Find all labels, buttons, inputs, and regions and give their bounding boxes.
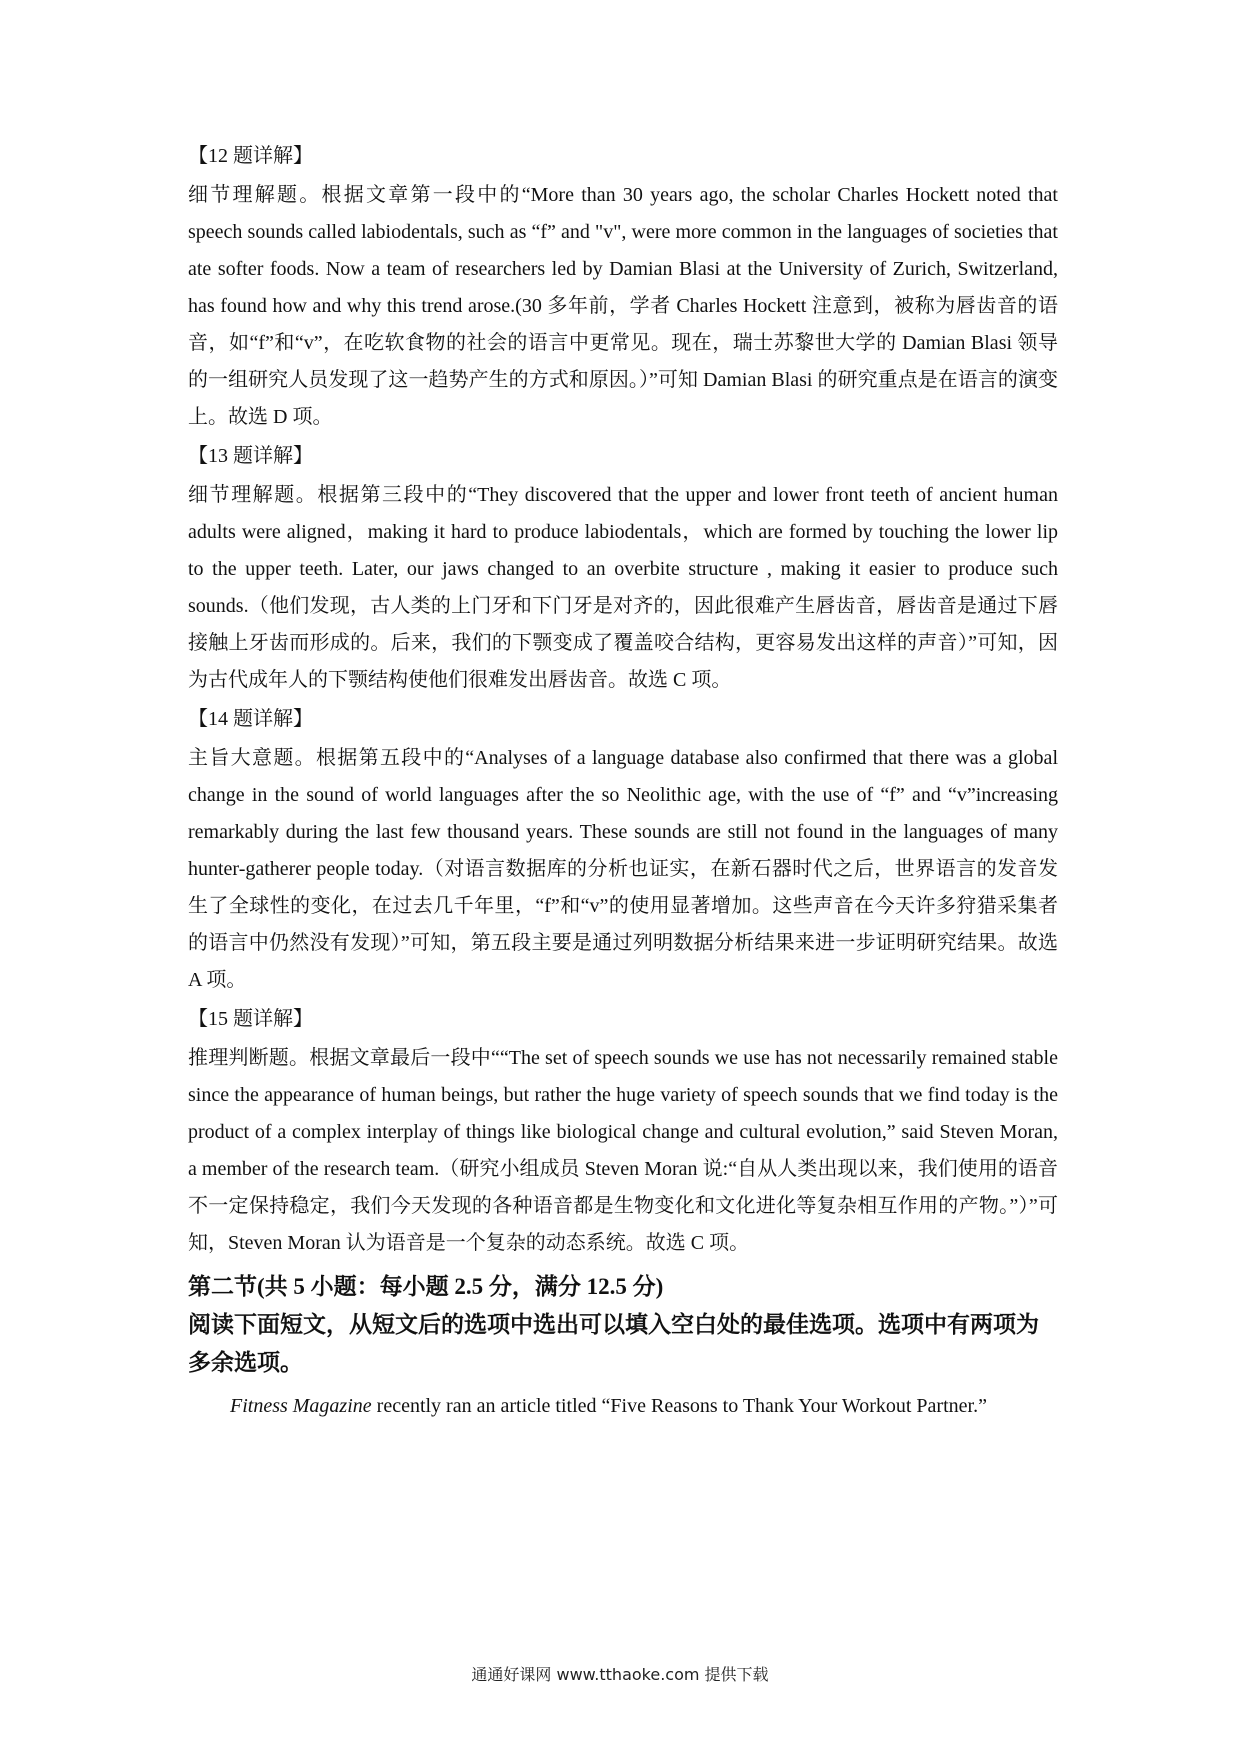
passage-first-line [188,1388,1058,1424]
passage-text: recently ran an article titled “Five Reasons to Thank Your Workout Partner.” [371,1395,987,1417]
document-page [188,140,1058,1424]
explanation-15 [188,1003,1058,1262]
section-body: 主旨大意题。根据第五段中的“Analyses of a language database also confirmed that there was a global change in the sound of world languages after the so Neolithic age, with the use of “f” and “v”increasing remarkably during the last few thousand years. These sounds are still not found in the languages of many hunter-gatherer people today.（对语言数据库的分析也证实，在新石器时代之后，世界语言的发音发生了全球性的变化，在过去几千年里，“f”和“v”的使用显著增加。这些声音在今天许多狩猎采集者的语言中仍然没有发现）”可知，第五段主要是通过列明数据分析结果来进一步证明研究结果。故选 A 项。 [188,747,1058,991]
section-heading: 【13 题详解】 [188,445,313,467]
section-heading: 【14 题详解】 [188,708,313,730]
section-heading: 【15 题详解】 [188,1008,313,1030]
explanation-13 [188,440,1058,699]
section-body: 细节理解题。根据第三段中的“They discovered that the upper and lower front teeth of ancient human adults were aligned，making it hard to produce labiodentals，which are formed by touching the lower lip to the upper teeth. Later, our jaws changed to an overbite structure , making it easier to produce such sounds.（他们发现，古人类的上门牙和下门牙是对齐的，因此很难产生唇齿音，唇齿音是通过下唇接触上牙齿而形成的。后来，我们的下颚变成了覆盖咬合结构，更容易发出这样的声音）”可知，因为古代成年人的下颚结构使他们很难发出唇齿音。故选 C 项。 [188,484,1058,691]
part-two-title: 第二节(共 5 小题：每小题 2.5 分，满分 12.5 分) [188,1274,664,1299]
explanation-14 [188,703,1058,999]
section-body: 细节理解题。根据文章第一段中的“More than 30 years ago, the scholar Charles Hockett noted that speech sounds called labiodentals, such as “f” and "v", were more common in the languages of societies that ate softer foods. Now a team of researchers led by Damian Blasi at the University of Zurich, Switzerland, has found how and why this trend arose.(30 多年前，学者 Charles Hockett 注意到，被称为唇齿音的语音，如“f”和“v”，在吃软食物的社会的语言中更常见。现在，瑞士苏黎世大学的 Damian Blasi 领导的一组研究人员发现了这一趋势产生的方式和原因。）”可知 Damian Blasi 的研究重点是在语言的演变上。故选 D 项。 [188,184,1058,428]
explanation-12 [188,140,1058,436]
part-two-instruction: 阅读下面短文，从短文后的选项中选出可以填入空白处的最佳选项。选项中有两项为多余选项。 [188,1312,1039,1375]
section-body: 推理判断题。根据文章最后一段中““The set of speech sounds we use has not necessarily remained stable since the appearance of human beings, but rather the huge variety of speech sounds that we find today is the product of a complex interplay of things like biological change and cultural evolution,” said Steven Moran, a member of the research team.（研究小组成员 Steven Moran 说:“自从人类出现以来，我们使用的语音不一定保持稳定，我们今天发现的各种语音都是生物变化和文化进化等复杂相互作用的产物。”）”可知，Steven Moran 认为语音是一个复杂的动态系统。故选 C 项。 [188,1047,1058,1254]
magazine-title: Fitness Magazine [230,1395,372,1417]
section-heading: 【12 题详解】 [188,145,313,167]
footer-watermark: 通通好课网 www.tthaoke.com 提供下载 [471,1665,769,1684]
